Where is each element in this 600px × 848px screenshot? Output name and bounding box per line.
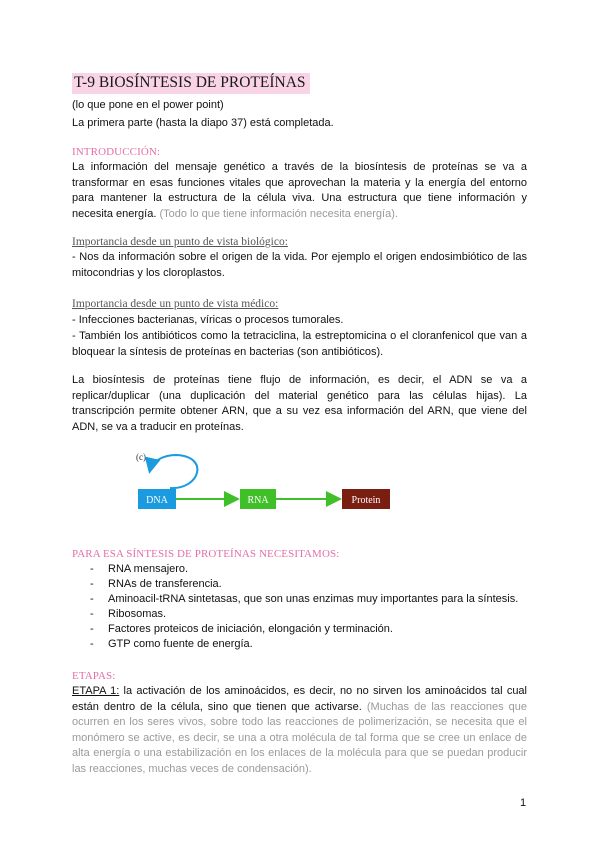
introduccion-text: La información del mensaje genético a través de la biosíntesis de proteínas se va a transformar en esas funciones vitales que aprovechan la materia y la energía del entorno para mantener la estructura de la célula viva. Una estructura que tiene información y necesita energía. <box>72 161 527 220</box>
dna-label: DNA <box>146 495 168 506</box>
rna-label: RNA <box>247 495 269 506</box>
central-dogma-diagram <box>130 446 400 518</box>
page-title: T-9 BIOSÍNTESIS DE PROTEÍNAS <box>72 73 310 94</box>
protein-label: Protein <box>351 495 381 506</box>
introduccion-grey-note: (Todo lo que tiene información necesita energía). <box>159 207 398 220</box>
flujo-paragraph: La biosíntesis de proteínas tiene flujo de información, es decir, el ADN se va a replicar/duplicar (una duplicación del material genético para las células hijas). La transcripción permite obtener ARN, que a su vez esa información del ARN, que viene del ADN, se va a traducir en proteínas. <box>72 374 527 433</box>
importancia-biologico-text: - Nos da información sobre el origen de la vida. Por ejemplo el origen endosimbiótico de las mitocondrias y los cloroplastos. <box>72 251 527 279</box>
necesitamos-list <box>90 562 518 652</box>
etapas-heading: ETAPAS: <box>72 670 116 682</box>
list-item: - RNA mensajero. <box>90 563 189 575</box>
replication-arrow <box>150 455 197 488</box>
intro-note-1: (lo que pone en el power point) <box>72 99 224 111</box>
etapa1-paragraph <box>72 684 527 777</box>
list-item: - Aminoacil-tRNA sintetasas, que son unas enzimas muy importantes para la síntesis. <box>90 593 519 605</box>
importancia-biologico-heading: Importancia desde un punto de vista biológico: <box>72 236 288 248</box>
page-number: 1 <box>520 797 527 809</box>
etapa1-grey-note: (Muchas de las reacciones que ocurren en los seres vivos, sobre todo las reacciones de polimerización, se necesita que el monómero se active, es decir, se una a otra molécula de tal forma que se cree un enlace de alta energía o una estabilización en los enlaces de la molécula para que se puedan producir las reacciones, muchas veces de condensación). <box>72 700 527 775</box>
importancia-medico-line2: - También los antibióticos como la tetraciclina, la estreptomicina o el cloranfenicol que van a bloquear la síntesis de proteínas en bacterias (son antibióticos). <box>72 330 527 358</box>
list-item: - Factores proteicos de iniciación, elongación y terminación. <box>90 623 393 635</box>
importancia-medico-line1: - Infecciones bacterianas, víricas o procesos tumorales. <box>72 314 344 326</box>
etapa1-text: la activación de los aminoácidos, es decir, no no sirven los aminoácidos tal cual están dentro de la célula, sino que tienen que activarse. <box>72 685 527 713</box>
list-item: - RNAs de transferencia. <box>90 578 222 590</box>
intro-note-2: La primera parte (hasta la diapo 37) está completada. <box>72 117 334 129</box>
importancia-medico-heading: Importancia desde un punto de vista médico: <box>72 298 279 310</box>
list-item: - GTP como fuente de energía. <box>90 638 253 650</box>
list-item: - Ribosomas. <box>90 608 167 620</box>
etapa1-label: ETAPA 1: <box>72 685 120 697</box>
introduccion-heading: INTRODUCCIÓN: <box>72 146 161 158</box>
necesitamos-heading: PARA ESA SÍNTESIS DE PROTEÍNAS NECESITAMOS: <box>72 548 340 560</box>
introduccion-paragraph <box>72 160 527 222</box>
diagram-label-c: (c) <box>136 452 146 462</box>
